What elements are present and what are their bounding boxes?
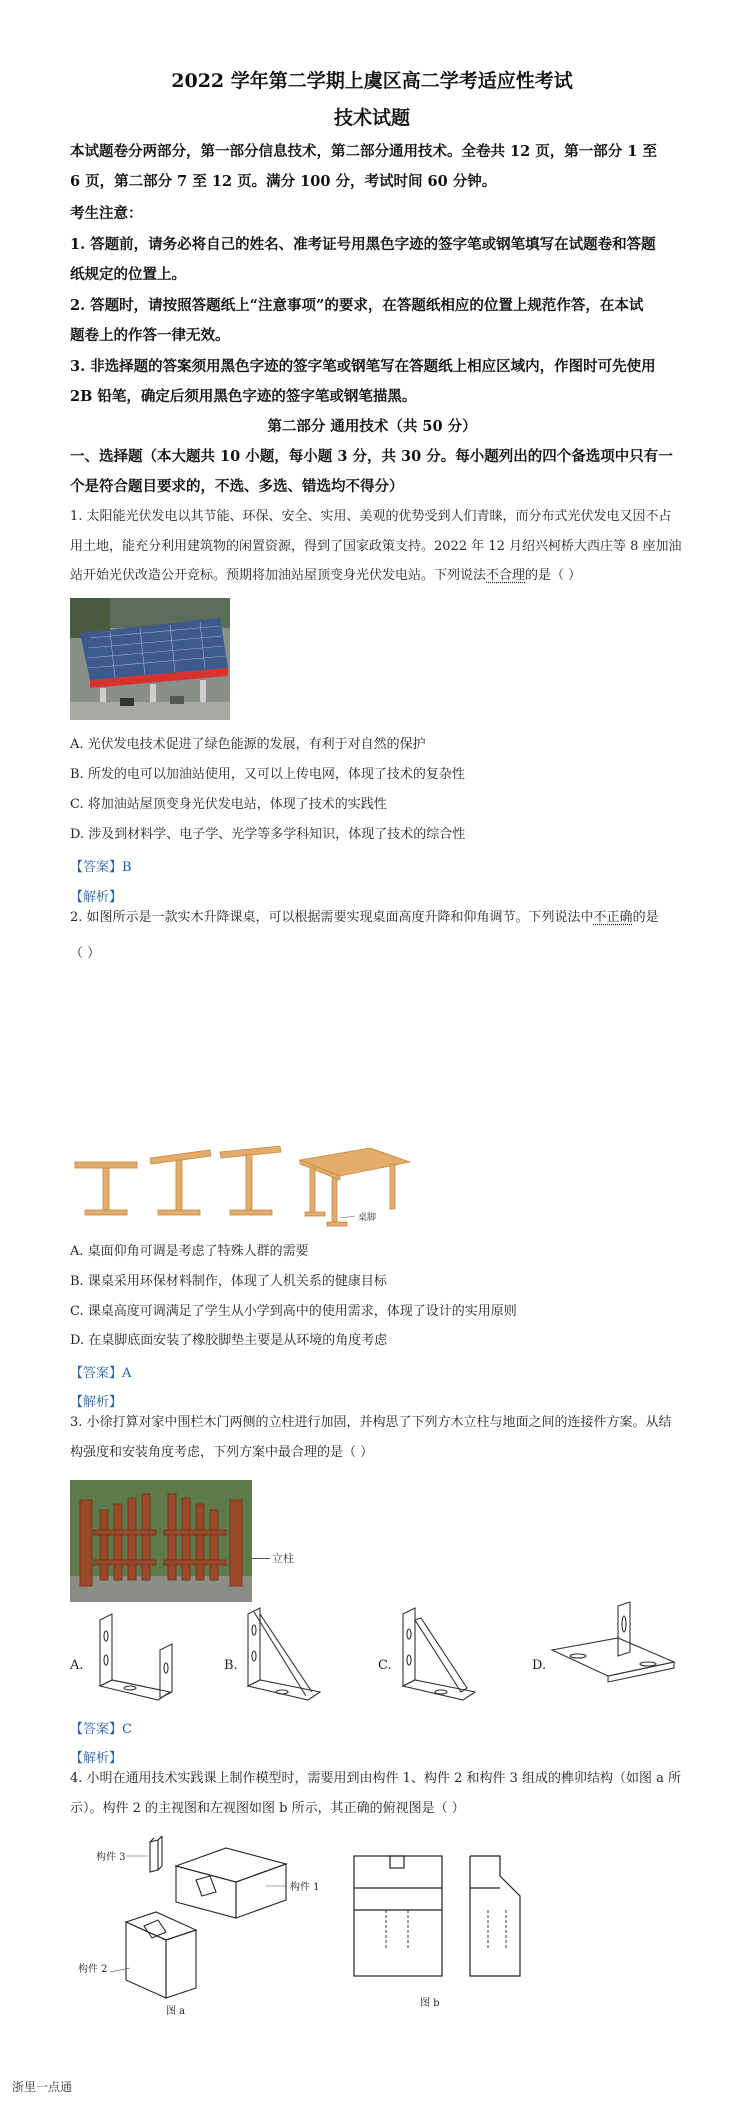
q1-option-b: B. 所发的电可以加油站使用，又可以上传电网，体现了技术的复杂性 — [70, 767, 465, 782]
q2-stem-line-2: （ ） — [70, 946, 101, 961]
q3-label-c: C. — [378, 1658, 392, 1673]
q3-label-b: B. — [224, 1658, 238, 1673]
q2-answer: 【答案】A — [70, 1366, 132, 1381]
notice-1-line-2: 纸规定的位置上。 — [70, 266, 186, 283]
q3-answer: 【答案】C — [70, 1722, 132, 1737]
q2-option-a: A. 桌面仰角可调是考虑了特殊人群的需要 — [70, 1244, 309, 1259]
q3-bracket-d — [548, 1600, 678, 1695]
q1-stem-line-1: 1. 太阳能光伏发电以其节能、环保、安全、实用、美观的优势受到人们青睐，而分布式光伏发电又因不占 — [70, 509, 672, 524]
notice-2-line-2: 题卷上的作答一律无效。 — [70, 327, 230, 344]
bracket-b-icon — [240, 1600, 330, 1705]
choice-instructions-1: 一、选择题（本大题共 10 小题，每小题 3 分，共 30 分。每小题列出的四个备选项中只有一 — [70, 448, 673, 465]
bracket-c-icon — [395, 1600, 485, 1705]
choice-instructions-2: 个是符合题目要求的，不选、多选、错选均不得分） — [70, 478, 404, 495]
q1-stem-text: 站开始光伏改造公开竞标。预期将加油站屋顶变身光伏发电站。下列说法 — [70, 568, 487, 583]
q3-stem-line-1: 3. 小徐打算对家中围栏木门两侧的立柱进行加固，并构思了下列方木立柱与地面之间的连接件方案。从结 — [70, 1415, 672, 1430]
solar-station-image — [70, 598, 230, 720]
q4-figure-b — [350, 1850, 540, 1990]
q1-analysis: 【解析】 — [70, 890, 123, 905]
q2-fig-label: 桌脚 — [358, 1213, 377, 1223]
gate-image — [70, 1480, 252, 1602]
q1-stem-end: 的是（ ） — [525, 568, 582, 583]
q4-part-2-label: 构件 2 — [78, 1964, 108, 1975]
q4-part-1-label: 构件 1 — [290, 1882, 320, 1893]
q2-option-c: C. 课桌高度可调满足了学生从小学到高中的使用需求，体现了设计的实用原则 — [70, 1304, 517, 1319]
q3-bracket-a — [90, 1610, 182, 1705]
q3-analysis: 【解析】 — [70, 1751, 123, 1766]
q4-fig-b-label: 图 b — [420, 1998, 440, 2009]
q1-stem-line-2: 用土地，能充分利用建筑物的闲置资源，得到了国家政策支持。2022 年 12 月绍兴柯桥大西庄等 8 座加油 — [70, 539, 682, 554]
q2-analysis: 【解析】 — [70, 1395, 123, 1410]
footer-text: 浙里一点通 — [12, 2080, 73, 2094]
notice-1-line-1: 1. 答题前，请务必将自己的姓名、准考证号用黑色字迹的签字笔或钢笔填写在试题卷和答题 — [70, 236, 656, 253]
q3-fig-label: 立柱 — [272, 1552, 294, 1565]
q1-answer: 【答案】B — [70, 860, 132, 875]
section-title: 第二部分 通用技术（共 50 分） — [267, 418, 477, 435]
q4-part-3-label: 构件 3 — [96, 1852, 126, 1863]
q3-stem-line-2: 构强度和安装角度考虑，下列方案中最合理的是（ ） — [70, 1445, 374, 1460]
exam-subtitle: 技术试题 — [333, 107, 410, 129]
notice-3-line-2: 2B 铅笔，确定后须用黑色字迹的签字笔或钢笔描黑。 — [70, 388, 417, 405]
q1-stem-line-3 — [70, 566, 581, 586]
notice-title: 考生注意： — [70, 205, 143, 222]
q3-gate-photo — [70, 1480, 252, 1602]
notice-2-line-1: 2. 答题时，请按照答题纸上“注意事项”的要求，在答题纸相应的位置上规范作答，在本试 — [70, 297, 644, 314]
q1-option-c: C. 将加油站屋顶变身光伏发电站，体现了技术的实践性 — [70, 797, 387, 812]
q3-label-a: A. — [70, 1658, 84, 1673]
q4-fig-a-label: 图 a — [166, 2006, 186, 2017]
intro-line-2: 6 页，第二部分 7 至 12 页。满分 100 分，考试时间 60 分钟。 — [70, 173, 497, 190]
q4-stem-line-2: 示）。构件 2 的主视图和左视图如图 b 所示，其正确的俯视图是（ ） — [70, 1801, 465, 1816]
q2-emphasis: 不正确 — [593, 910, 633, 925]
bracket-a-icon — [90, 1610, 182, 1705]
q3-label-d: D. — [532, 1658, 547, 1673]
q1-emphasis: 不合理 — [486, 568, 526, 583]
exam-title: 2022 学年第二学期上虞区高二学考适应性考试 — [171, 70, 573, 92]
q1-option-d: D. 涉及到材料学、电子学、光学等多学科知识，体现了技术的综合性 — [70, 827, 466, 842]
intro-line-1: 本试题卷分两部分，第一部分信息技术，第二部分通用技术。全卷共 12 页，第一部分 1 至 — [70, 143, 657, 160]
q1-option-a: A. 光伏发电技术促进了绿色能源的发展，有利于对自然的保护 — [70, 737, 426, 752]
q2-option-b: B. 课桌采用环保材料制作，体现了人机关系的健康目标 — [70, 1274, 387, 1289]
q3-bracket-b — [240, 1600, 330, 1705]
q1-photo — [70, 598, 230, 720]
notice-3-line-1: 3. 非选择题的答案须用黑色字迹的签字笔或钢笔写在答题纸上相应区域内，作图时可先使用 — [70, 358, 656, 375]
q2-option-d: D. 在桌脚底面安装了橡胶脚垫主要是从环境的角度考虑 — [70, 1333, 388, 1348]
q2-stem-end: 的是 — [632, 910, 659, 925]
q2-stem-line-1 — [70, 908, 659, 928]
q4-stem-line-1: 4. 小明在通用技术实践课上制作模型时，需要用到由构件 1、构件 2 和构件 3 组成的榫卯结构（如图 a 所 — [70, 1771, 682, 1786]
orthographic-views-icon — [350, 1850, 540, 1990]
q2-stem-text: 2. 如图所示是一款实木升降课桌，可以根据需要实现桌面高度升降和仰角调节。下列说法中 — [70, 910, 594, 925]
bracket-d-icon — [548, 1600, 678, 1695]
q3-leader-line — [252, 1558, 270, 1559]
q3-bracket-c — [395, 1600, 485, 1705]
